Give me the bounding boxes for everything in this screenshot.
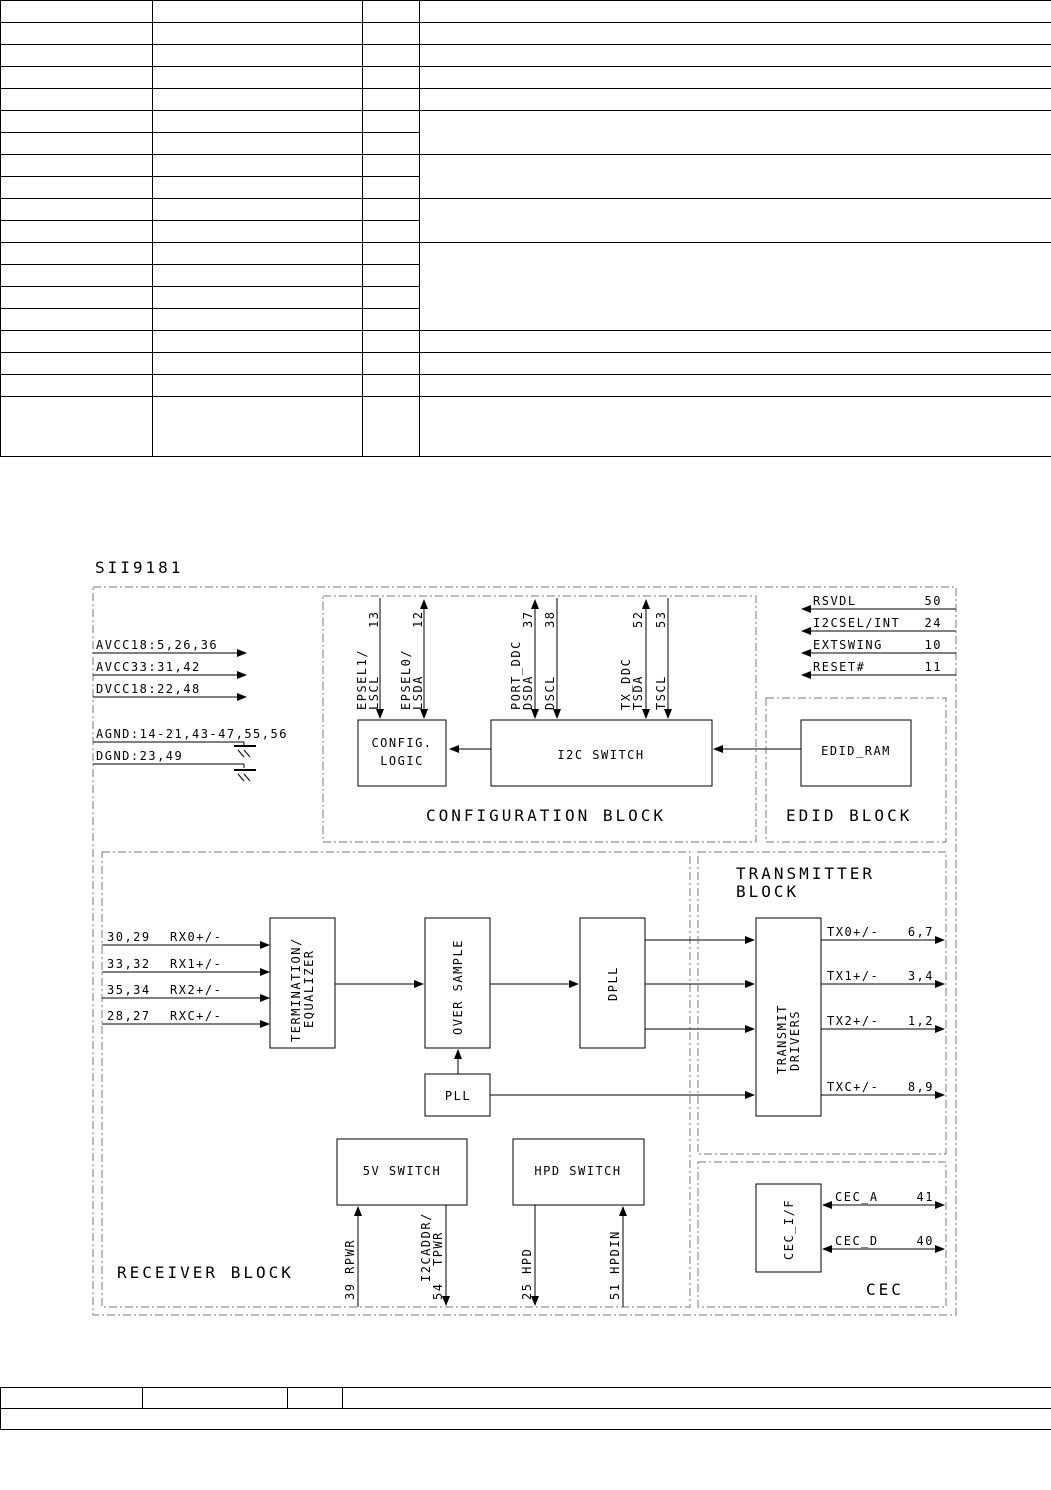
receiver-block-title: RECEIVER BLOCK xyxy=(117,1263,294,1282)
tx2-pins: 1,2 xyxy=(907,1014,934,1028)
i2csel-num: 24 xyxy=(924,616,942,630)
rpwr-label: 39 RPWR xyxy=(343,1238,357,1300)
epsel0-num: 12 xyxy=(411,610,425,628)
extswing-label: EXTSWING xyxy=(813,638,883,652)
control-pins xyxy=(802,594,956,675)
tscl-num: 53 xyxy=(654,610,668,628)
port-ddc-num: 37 xyxy=(521,610,535,628)
rsvdl-label: RSVDL xyxy=(813,594,857,608)
cec-d-label: CEC_D xyxy=(835,1234,879,1248)
tscl-label: TSCL xyxy=(654,675,668,710)
tx-ddc-label: TX_DDC xyxy=(619,657,633,710)
rxc-pins: 28,27 xyxy=(107,1009,151,1023)
config-logic-label: LOGIC xyxy=(380,754,424,768)
transmitter-block xyxy=(698,852,946,1154)
avcc33-label: AVCC33:31,42 xyxy=(96,660,201,674)
lsda-label: LSDA xyxy=(411,675,425,710)
txc-label: TXC+/- xyxy=(827,1080,880,1094)
config-logic-box xyxy=(358,720,446,786)
rx1-pins: 33,32 xyxy=(107,957,151,971)
epsel1-num: 13 xyxy=(367,610,381,628)
rx2-pins: 35,34 xyxy=(107,983,151,997)
edid-block xyxy=(714,698,946,842)
config-logic-label: CONFIG. xyxy=(371,736,433,750)
equalizer-label: EQUALIZER xyxy=(302,949,316,1028)
tx0-label: TX0+/- xyxy=(827,925,880,939)
dscl-label: DSCL xyxy=(543,675,557,710)
epsel1-label: EPSEL1/ xyxy=(355,648,369,710)
configuration-block xyxy=(323,596,756,842)
i2caddr-label: I2CADDR/ xyxy=(419,1212,433,1282)
txc-pins: 8,9 xyxy=(907,1080,934,1094)
5v-switch-label: 5V SWITCH xyxy=(362,1164,442,1178)
hpdin-label: 51 HPDIN xyxy=(608,1230,622,1300)
transmit-label: TRANSMIT xyxy=(775,1004,789,1074)
rxc-label: RXC+/- xyxy=(170,1009,223,1023)
i2caddr-num: 54 xyxy=(431,1282,445,1300)
cec-block xyxy=(698,1162,946,1307)
rx2-label: RX2+/- xyxy=(170,983,223,997)
reset-label: RESET# xyxy=(813,660,866,674)
power-pins xyxy=(93,638,288,781)
tx-ddc-num: 52 xyxy=(631,610,645,628)
edid-ram-label: EDID_RAM xyxy=(821,744,891,758)
rx1-label: RX1+/- xyxy=(170,957,223,971)
tx1-pins: 3,4 xyxy=(907,969,934,983)
i2c-switch-label: I2C SWITCH xyxy=(557,748,645,762)
lscl-label: LSCL xyxy=(367,675,381,710)
dscl-num: 38 xyxy=(543,610,557,628)
transmitter-block-title-2: BLOCK xyxy=(736,882,800,901)
dgnd-label: DGND:23,49 xyxy=(96,749,184,763)
receiver-block xyxy=(102,852,690,1307)
cec-block-title: CEC xyxy=(866,1280,904,1299)
configuration-block-title: CONFIGURATION BLOCK xyxy=(426,806,667,825)
tx1-label: TX1+/- xyxy=(827,969,880,983)
avcc18-label: AVCC18:5,26,36 xyxy=(96,638,219,652)
termination-label: TERMINATION/ xyxy=(289,937,303,1042)
cec-d-num: 40 xyxy=(916,1234,934,1248)
over-sample-label: OVER SAMPLE xyxy=(451,939,465,1035)
rsvdl-num: 50 xyxy=(924,594,942,608)
cec-a-label: CEC_A xyxy=(835,1190,879,1204)
epsel0-label: EPSEL0/ xyxy=(399,648,413,710)
agnd-label: AGND:14-21,43-47,55,56 xyxy=(96,727,288,741)
dpll-label: DPLL xyxy=(606,966,620,1001)
hpd-label: 25 HPD xyxy=(520,1247,534,1300)
dvcc18-label: DVCC18:22,48 xyxy=(96,682,201,696)
edid-block-title: EDID BLOCK xyxy=(786,806,913,825)
dsda-label: DSDA xyxy=(521,675,535,710)
tx2-label: TX2+/- xyxy=(827,1014,880,1028)
tx0-pins: 6,7 xyxy=(907,925,934,939)
rx0-pins: 30,29 xyxy=(107,930,151,944)
i2csel-label: I2CSEL/INT xyxy=(813,616,901,630)
tsda-label: TSDA xyxy=(631,675,645,710)
tpwr-label: TPWR xyxy=(431,1231,445,1266)
transmitter-block-title: TRANSMITTER xyxy=(736,864,875,883)
chip-title: SII9181 xyxy=(95,558,184,577)
extswing-num: 10 xyxy=(924,638,942,652)
port-ddc-label: PORT_DDC xyxy=(509,640,523,710)
reset-num: 11 xyxy=(924,660,942,674)
cec-if-label: CEC_I/F xyxy=(782,1198,796,1260)
drivers-label: DRIVERS xyxy=(788,1009,802,1071)
cec-a-num: 41 xyxy=(916,1190,934,1204)
pll-label: PLL xyxy=(444,1089,472,1103)
hpd-switch-label: HPD SWITCH xyxy=(534,1164,622,1178)
rx0-label: RX0+/- xyxy=(170,930,223,944)
